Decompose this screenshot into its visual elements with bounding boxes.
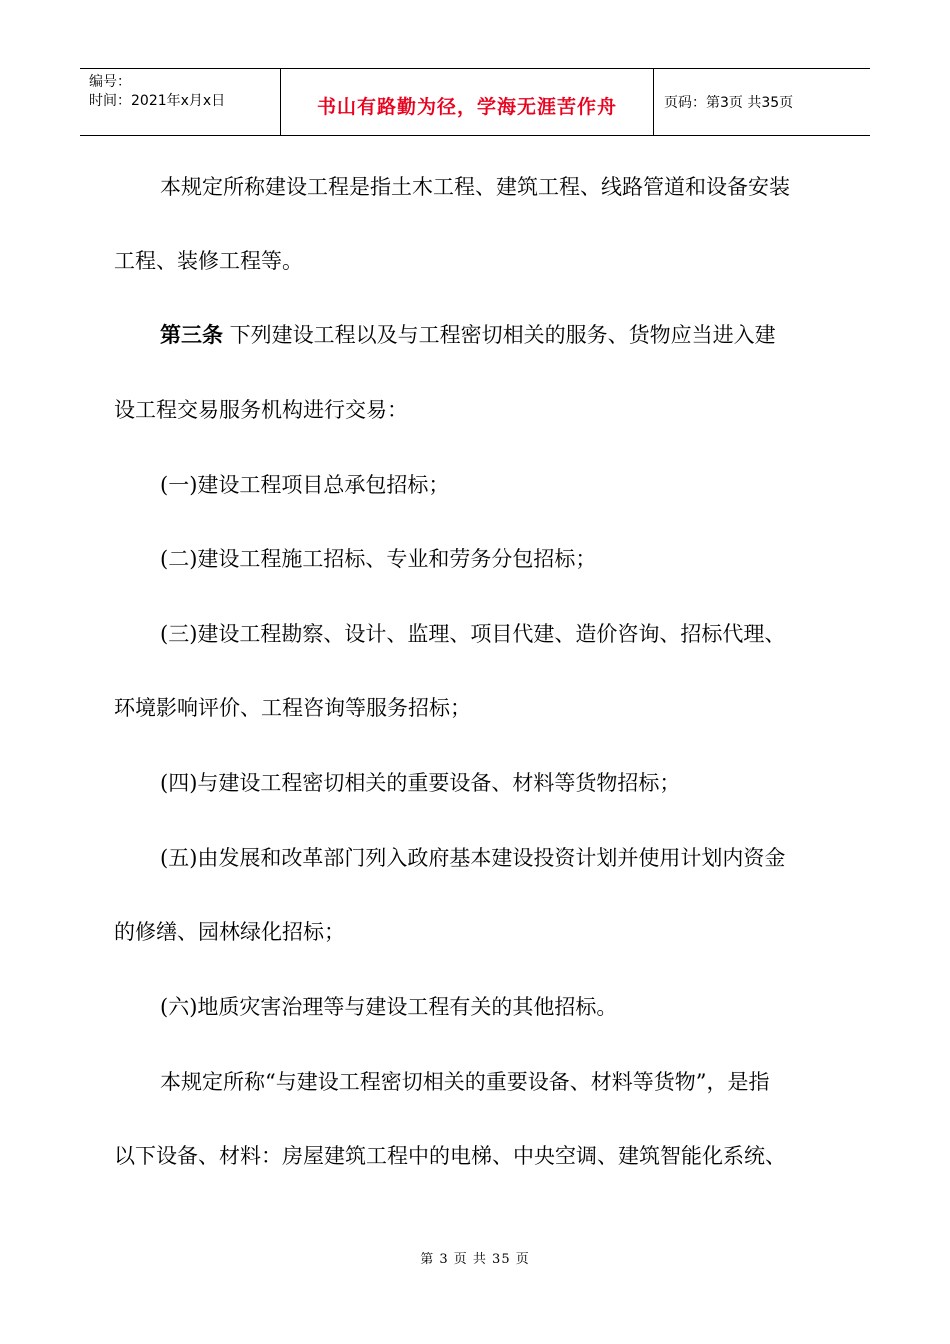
page-header [80, 68, 870, 136]
header-motto: 书山有路勤为径，学海无涯苦作舟 [316, 95, 617, 118]
paragraph-line: 以下设备、材料：房屋建筑工程中的电梯、中央空调、建筑智能化系统、 [114, 1144, 786, 1168]
list-item-continued: 的修缮、园林绿化招标； [114, 920, 345, 944]
paragraph-line: 设工程交易服务机构进行交易： [114, 398, 408, 422]
paragraph-line: 工程、装修工程等。 [114, 249, 303, 273]
header-meta [80, 69, 281, 135]
article-3-text: 下列建设工程以及与工程密切相关的服务、货物应当进入建 [223, 323, 776, 347]
list-item-continued: 环境影响评价、工程咨询等服务招标； [114, 696, 471, 720]
list-item: (一)建设工程项目总承包招标； [160, 473, 450, 497]
list-item: (四)与建设工程密切相关的重要设备、材料等货物招标； [160, 771, 681, 795]
list-item: (五)由发展和改革部门列入政府基本建设投资计划并使用计划内资金 [160, 846, 786, 870]
article-3-heading-line [160, 322, 880, 348]
document-date: 时间：2021年x月x日 [89, 93, 226, 109]
page-footer: 第 3 页 共 35 页 [420, 1252, 530, 1267]
header-page-info: 页码：第3页 共35页 [664, 95, 794, 111]
paragraph-line: 本规定所称“与建设工程密切相关的重要设备、材料等货物”，是指 [160, 1070, 770, 1094]
list-item: (三)建设工程勘察、设计、监理、项目代建、造价咨询、招标代理、 [160, 622, 786, 646]
document-number-label: 编号： [89, 74, 131, 90]
header-motto-cell [281, 69, 654, 135]
list-item: (二)建设工程施工招标、专业和劳务分包招标； [160, 547, 597, 571]
article-3-label: 第三条 [160, 323, 223, 347]
list-item: (六)地质灾害治理等与建设工程有关的其他招标。 [160, 995, 618, 1019]
paragraph-line: 本规定所称建设工程是指土木工程、建筑工程、线路管道和设备安装 [160, 175, 790, 199]
